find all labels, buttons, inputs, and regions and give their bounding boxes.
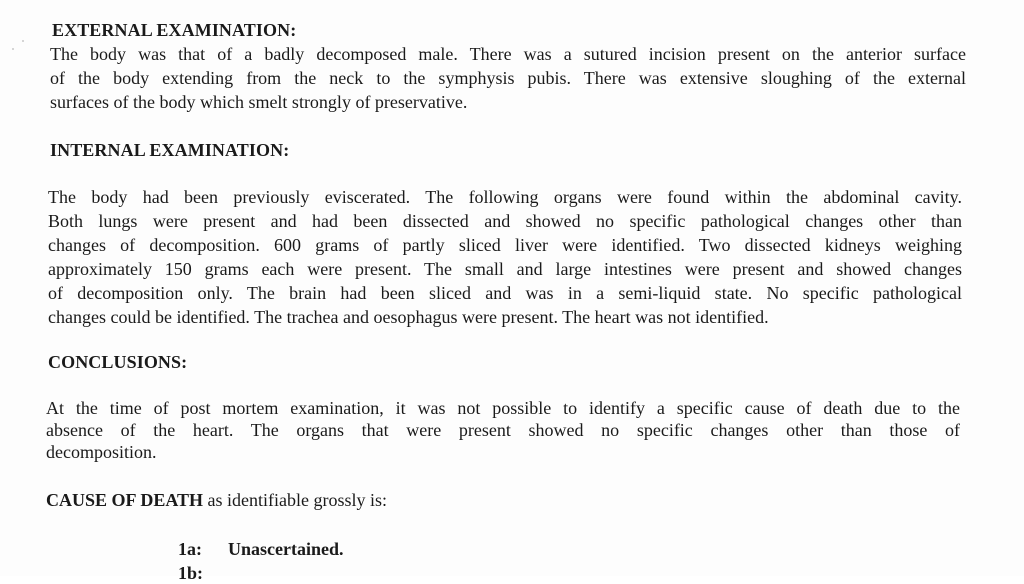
cause-of-death-text: as identifiable grossly is: (203, 490, 388, 510)
external-examination-heading: EXTERNAL EXAMINATION: (52, 20, 297, 40)
conclusions-heading: CONCLUSIONS: (48, 352, 188, 372)
external-line-2: of the body extending from the neck to the symphysis pubis. There was extensive sloughing of the external (50, 68, 966, 88)
internal-line-5: of decomposition only. The brain had been sliced and was in a semi-liquid state. No specific pathological (48, 283, 962, 303)
scan-speck (22, 40, 24, 42)
cause-item-number: 1a: (178, 539, 202, 559)
cause-of-death-line (46, 490, 387, 511)
conclusions-line-2: absence of the heart. The organs that were present showed no specific changes other than those of (46, 420, 960, 440)
cause-item-value: Unascertained. (228, 539, 344, 559)
external-examination-text (50, 42, 966, 114)
internal-examination-text (48, 185, 962, 329)
internal-line-3: changes of decomposition. 600 grams of partly sliced liver were identified. Two dissected kidneys weighing (48, 235, 962, 255)
cause-of-death-label: CAUSE OF DEATH (46, 490, 204, 510)
internal-line-4: approximately 150 grams each were present. The small and large intestines were present and showed changes (48, 259, 962, 279)
scan-speck (12, 48, 14, 50)
external-line-3: surfaces of the body which smelt strongly of preservative. (50, 92, 468, 112)
internal-examination-heading: INTERNAL EXAMINATION: (50, 140, 290, 160)
cause-item-1b (178, 563, 228, 584)
external-line-1: The body was that of a badly decomposed male. There was a sutured incision present on the anterior surface (50, 44, 966, 64)
conclusions-line-3: decomposition. (46, 442, 157, 462)
conclusions-text (46, 397, 960, 463)
internal-line-6: changes could be identified. The trachea and oesophagus were present. The heart was not identified. (48, 307, 769, 327)
cause-item-number: 1b: (178, 563, 204, 583)
cause-item-1a (178, 539, 344, 560)
internal-line-1: The body had been previously eviscerated. The following organs were found within the abdominal cavity. (48, 187, 962, 207)
internal-line-2: Both lungs were present and had been dissected and showed no specific pathological changes other than (48, 211, 962, 231)
conclusions-line-1: At the time of post mortem examination, it was not possible to identify a specific cause of death due to the (46, 398, 960, 418)
